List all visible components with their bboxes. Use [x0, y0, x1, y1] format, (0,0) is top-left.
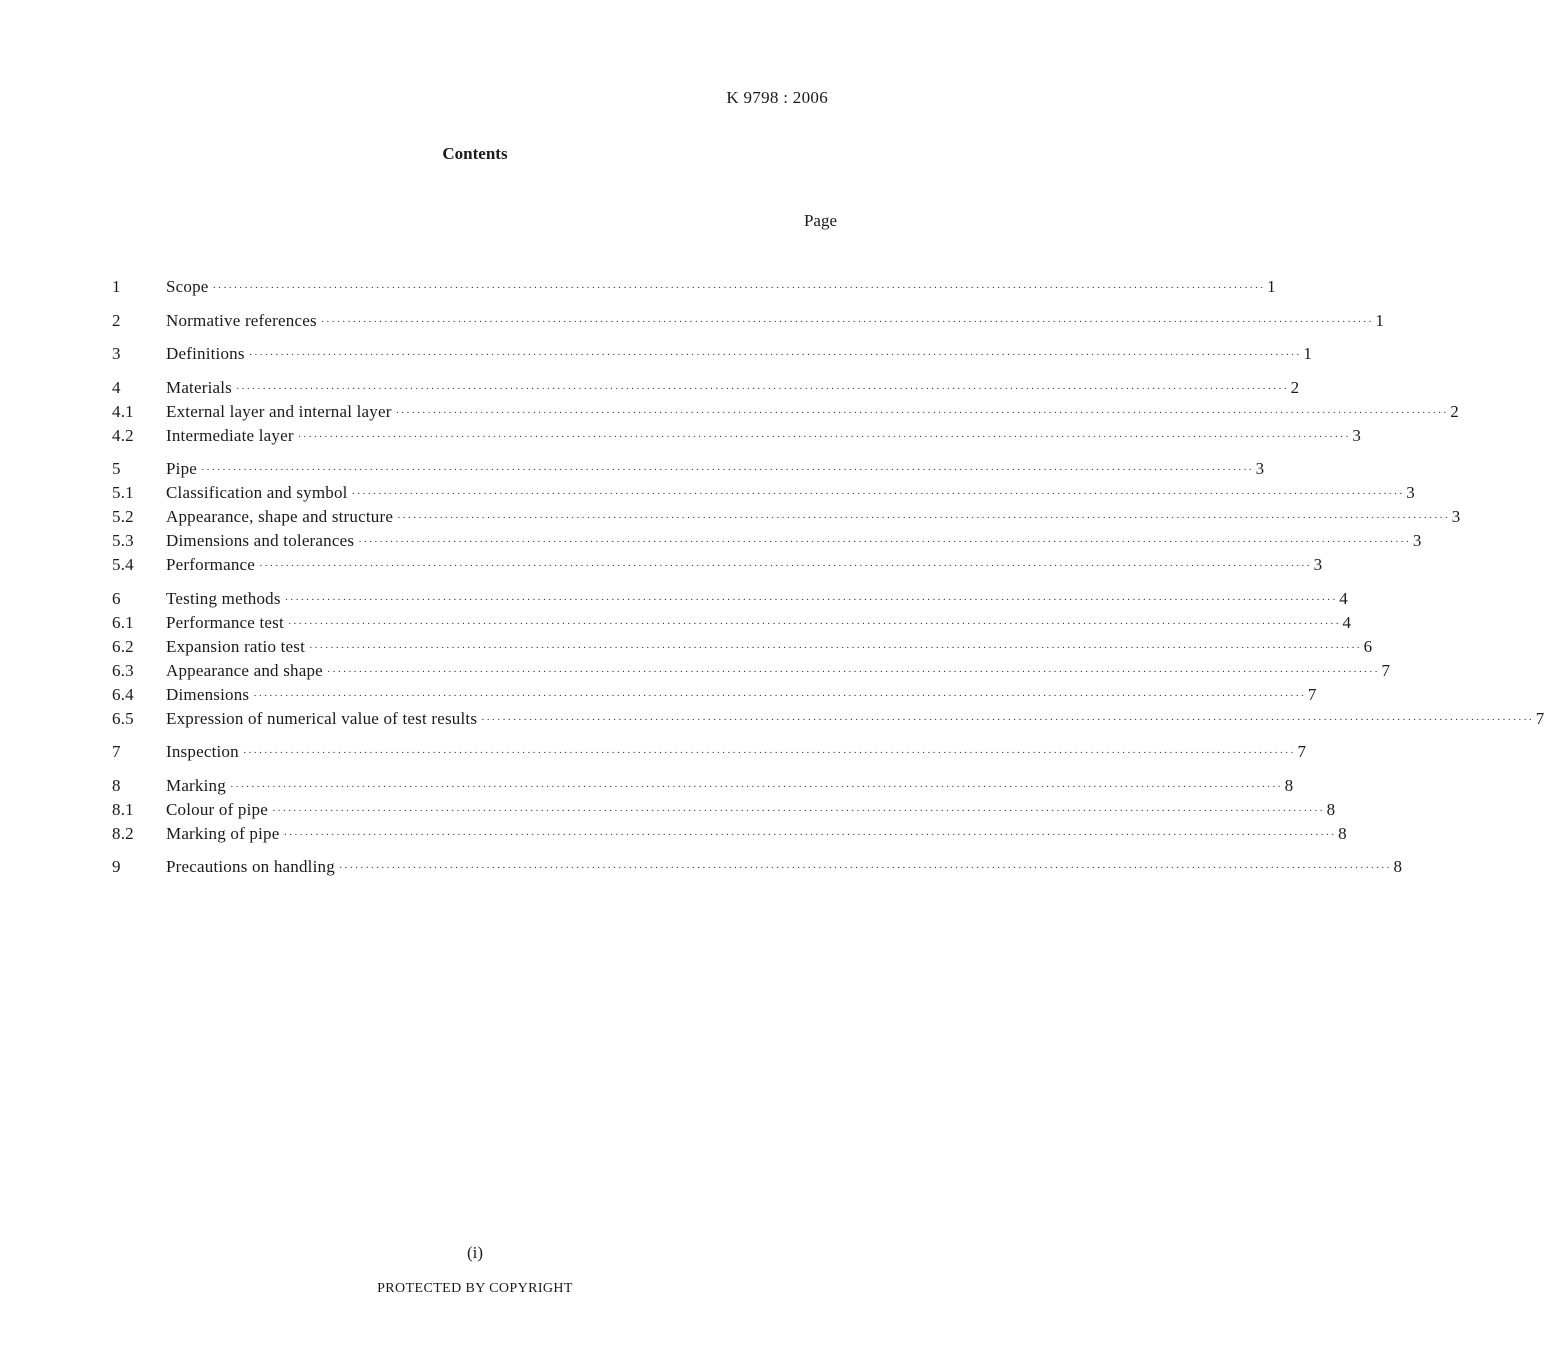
toc-entry-number: 8.1 [112, 799, 134, 819]
toc-entry-page: 3 [1313, 555, 1323, 574]
toc-entry-title: Pipe [166, 459, 198, 478]
page-folio: (i) [466, 1243, 484, 1262]
toc-entry-page: 4 [1339, 588, 1348, 608]
toc-entry-page: 3 [1255, 459, 1265, 478]
toc-entry-title: Scope [166, 277, 209, 296]
toc-leader-dots: ········································································································································································································ [236, 382, 1289, 395]
toc-leader-dots: ········································································································································································································ [229, 780, 1283, 793]
toc-entry[interactable] [112, 741, 1307, 765]
toc-entry-number: 6.4 [112, 684, 134, 704]
page-column-label: Page [803, 211, 837, 230]
toc-entry-title: Intermediate layer [166, 425, 294, 445]
toc-entry-page: 8 [1338, 823, 1347, 843]
toc-entry-page: 1 [1303, 344, 1313, 363]
toc-entry-number: 1 [112, 277, 121, 296]
toc-entry-title: Dimensions [166, 684, 250, 704]
toc-entry-number: 9 [112, 857, 121, 876]
toc-entry-title: Expansion ratio test [166, 636, 306, 656]
toc-entry[interactable] [112, 276, 1276, 300]
toc-entry-number: 5.3 [112, 531, 134, 550]
toc-entry-page: 7 [1307, 684, 1317, 704]
toc-entry[interactable] [112, 799, 1336, 823]
toc-entry-number: 6.5 [112, 708, 134, 728]
toc-entry-title: External layer and internal layer [166, 401, 392, 421]
toc-leader-dots: ········································································································································································································ [338, 862, 1392, 874]
toc-leader-dots: ········································································································································································································ [271, 804, 1325, 817]
toc-entry-number: 6.3 [112, 660, 134, 680]
toc-leader-dots: ········································································································································································································ [242, 747, 1296, 759]
toc-entry-title: Dimensions and tolerances [166, 531, 355, 550]
toc-entry-title: Materials [166, 377, 232, 397]
toc-entry-number: 6.2 [112, 636, 134, 656]
toc-entry-title: Performance test [166, 612, 284, 632]
toc-entry-number: 4 [112, 377, 121, 397]
toc-leader-dots: ········································································································································································································ [358, 536, 1411, 548]
toc-entry-page: 3 [1352, 425, 1362, 445]
toc-entry-number: 6.1 [112, 612, 134, 632]
toc-entry[interactable] [112, 343, 1313, 367]
toc-entry[interactable] [112, 458, 1265, 482]
toc-entry[interactable] [112, 554, 1323, 578]
toc-entry-title: Normative references [166, 310, 317, 330]
toc-leader-dots: ········································································································································································································ [326, 665, 1380, 678]
copyright-notice: PROTECTED BY COPYRIGHT [377, 1281, 573, 1296]
toc-entry-page: 3 [1412, 531, 1422, 550]
toc-entry[interactable] [112, 660, 1391, 684]
toc-leader-dots: ········································································································································································································ [481, 713, 1534, 726]
toc-entry-page: 1 [1375, 310, 1385, 330]
toc-entry[interactable] [112, 425, 1362, 449]
toc-entry[interactable] [112, 684, 1317, 708]
toc-entry-number: 2 [112, 310, 121, 330]
toc-title: Contents [442, 144, 508, 163]
toc-entry-number: 8 [112, 775, 121, 795]
toc-entry-page: 7 [1381, 660, 1391, 680]
toc-leader-dots: ········································································································································································································ [248, 349, 1302, 361]
toc-leader-dots: ········································································································································································································ [397, 512, 1450, 524]
toc-entry-title: Marking of pipe [166, 823, 280, 843]
toc-leader-dots: ········································································································································································································ [297, 430, 1351, 443]
toc-entry-page: 3 [1451, 507, 1461, 526]
toc-entry-title: Expression of numerical value of test results [166, 708, 478, 728]
toc-entry-page: 6 [1363, 636, 1373, 656]
toc-entry[interactable] [112, 588, 1348, 612]
toc-entry-title: Testing methods [166, 588, 281, 608]
toc-leader-dots: ········································································································································································································ [309, 641, 1362, 654]
toc-entry-number: 5.1 [112, 483, 134, 502]
toc-leader-dots: ········································································································································································································ [284, 593, 1338, 606]
toc-entry-page: 2 [1450, 401, 1459, 421]
toc-leader-dots: ········································································································································································································ [287, 617, 1341, 630]
toc-entry-page: 8 [1326, 799, 1336, 819]
toc-leader-dots: ········································································································································································································ [253, 689, 1306, 702]
toc-entry[interactable] [112, 708, 1544, 732]
toc-entry-title: Precautions on handling [166, 857, 335, 876]
toc-entry[interactable] [112, 823, 1347, 847]
toc-entry-number: 3 [112, 344, 121, 363]
toc-entry[interactable] [112, 482, 1415, 506]
toc-entry[interactable] [112, 530, 1422, 554]
toc-entry-title: Colour of pipe [166, 799, 268, 819]
toc-entry[interactable] [112, 856, 1403, 880]
toc-entry-title: Appearance, shape and structure [166, 507, 394, 526]
toc-entry-number: 4.1 [112, 401, 134, 421]
toc-entry[interactable] [112, 612, 1352, 636]
toc-entry-page: 1 [1267, 277, 1276, 296]
toc-entry-title: Marking [166, 775, 226, 795]
toc-entry-title: Inspection [166, 742, 239, 761]
toc-entry[interactable] [112, 310, 1385, 334]
toc-entry[interactable] [112, 775, 1294, 799]
toc-entry-number: 7 [112, 742, 121, 761]
toc-leader-dots: ········································································································································································································ [201, 464, 1254, 476]
toc-entry-number: 6 [112, 588, 121, 608]
toc-entry-page: 8 [1284, 775, 1294, 795]
standard-id: K 9798 : 2006 [726, 88, 828, 107]
toc-entry-number: 5.4 [112, 555, 134, 574]
table-of-contents [112, 276, 1544, 880]
toc-entry-number: 5.2 [112, 507, 134, 526]
toc-entry-page: 3 [1406, 483, 1415, 502]
toc-entry-title: Appearance and shape [166, 660, 323, 680]
toc-leader-dots: ········································································································································································································ [351, 488, 1405, 500]
toc-entry-title: Definitions [166, 344, 245, 363]
toc-leader-dots: ········································································································································································································ [320, 315, 1374, 328]
toc-entry[interactable] [112, 377, 1300, 401]
toc-entry-number: 4.2 [112, 425, 134, 445]
toc-entry[interactable] [112, 636, 1373, 660]
toc-entry-page: 2 [1290, 377, 1300, 397]
toc-leader-dots: ········································································································································································································ [395, 406, 1449, 419]
toc-entry-page: 8 [1393, 857, 1403, 876]
toc-entry-number: 5 [112, 459, 121, 478]
toc-entry-page: 7 [1535, 708, 1544, 728]
toc-entry-title: Classification and symbol [166, 483, 348, 502]
toc-entry-page: 7 [1297, 742, 1307, 761]
toc-entry-title: Performance [166, 555, 256, 574]
toc-leader-dots: ········································································································································································································ [283, 828, 1337, 841]
toc-entry[interactable] [112, 506, 1461, 530]
toc-entry[interactable] [112, 401, 1459, 425]
toc-leader-dots: ········································································································································································································ [259, 560, 1312, 572]
toc-leader-dots: ········································································································································································································ [212, 282, 1266, 294]
toc-entry-page: 4 [1342, 612, 1352, 632]
toc-entry-number: 8.2 [112, 823, 134, 843]
